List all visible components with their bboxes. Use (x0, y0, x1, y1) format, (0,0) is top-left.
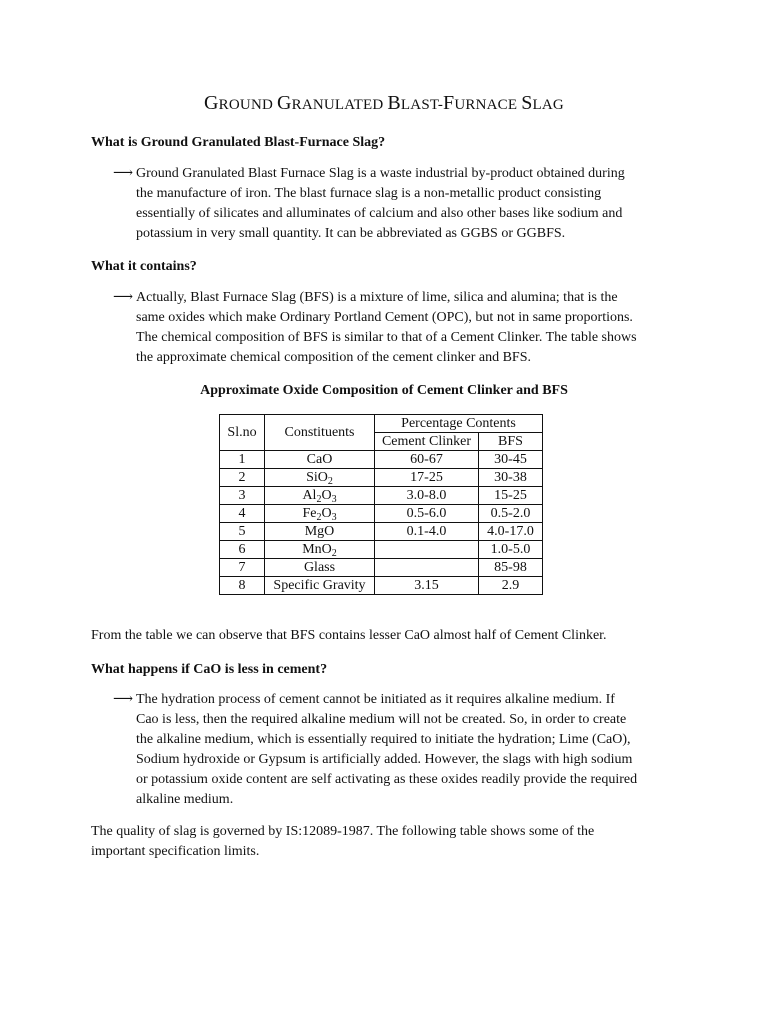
header-bfs: BFS (479, 433, 543, 451)
title-part: LAST- (400, 97, 444, 113)
header-slno: Sl.no (220, 415, 265, 451)
arrow-icon: ⟶ (113, 166, 134, 181)
section-heading-contains: What it contains? (91, 259, 197, 274)
text-line: the approximate chemical composition of the cement clinker and BFS. (136, 350, 532, 365)
cell-clinker: 60-67 (375, 451, 479, 469)
cell-bfs: 30-45 (479, 451, 543, 469)
table-header-row (220, 415, 543, 433)
header-percentage: Percentage Contents (375, 415, 543, 433)
closing-paragraph (91, 822, 691, 862)
text-line: same oxides which make Ordinary Portland Cement (OPC), but not in same proportions. (136, 310, 633, 325)
cell-constituent: MgO (265, 523, 375, 541)
table-row (220, 487, 543, 505)
cell-constituent: CaO (265, 451, 375, 469)
cell-slno: 5 (220, 523, 265, 541)
text-line: Sodium hydroxide or Gypsum is artificially added. However, the slags with high sodium (136, 752, 633, 767)
arrow-icon: ⟶ (113, 290, 134, 305)
text-line: important specification limits. (91, 844, 260, 859)
bullet-paragraph-contains (113, 288, 693, 368)
section-heading-what-is: What is Ground Granulated Blast-Furnace Slag? (91, 135, 386, 150)
table-row (220, 505, 543, 523)
bullet-paragraph-hydration (113, 690, 693, 810)
header-clinker: Cement Clinker (375, 433, 479, 451)
text-line: alkaline medium. (136, 792, 234, 807)
cell-slno: 3 (220, 487, 265, 505)
cell-constituent: $Al_2O_3$ (265, 487, 375, 505)
cell-constituent: SiO$_2$ (265, 469, 375, 487)
cell-clinker: 0.5-6.0 (375, 505, 479, 523)
cell-clinker: 17-25 (375, 469, 479, 487)
composition-table (219, 414, 543, 595)
section-heading-cao-less: What happens if CaO is less in cement? (91, 662, 328, 677)
text-line: or potassium oxide content are self activating as these oxides readily provide the required (136, 772, 638, 787)
cell-clinker (375, 559, 479, 577)
cell-slno: 6 (220, 541, 265, 559)
cell-bfs: 30-38 (479, 469, 543, 487)
cell-slno: 8 (220, 577, 265, 595)
title-part: B (387, 92, 401, 114)
table-row (220, 559, 543, 577)
text-line: The hydration process of cement cannot be initiated as it requires alkaline medium. If (136, 692, 615, 707)
cell-bfs: 15-25 (479, 487, 543, 505)
title-part: URNACE (454, 97, 522, 113)
cell-clinker (375, 541, 479, 559)
cell-slno: 4 (220, 505, 265, 523)
text-line: essentially of silicates and alluminates of calcium and also other bases like sodium and (136, 206, 623, 221)
cell-bfs: 1.0-5.0 (479, 541, 543, 559)
cell-bfs: 0.5-2.0 (479, 505, 543, 523)
table-caption: Approximate Oxide Composition of Cement Clinker and BFS (200, 383, 568, 398)
text-line: From the table we can observe that BFS contains lesser CaO almost half of Cement Clinker. (91, 628, 607, 643)
cell-bfs: 2.9 (479, 577, 543, 595)
page-title (0, 90, 768, 118)
cell-constituent: Specific Gravity (265, 577, 375, 595)
table-row (220, 541, 543, 559)
cell-slno: 7 (220, 559, 265, 577)
table-row (220, 523, 543, 541)
cell-slno: 2 (220, 469, 265, 487)
text-line: Actually, Blast Furnace Slag (BFS) is a mixture of lime, silica and alumina; that is the (136, 290, 618, 305)
text-line: Ground Granulated Blast Furnace Slag is a waste industrial by-product obtained during (136, 166, 625, 181)
table-row (220, 451, 543, 469)
text-line: the alkaline medium, which is essentially required to initiate the hydration; Lime (CaO), (136, 732, 631, 747)
text-line: The quality of slag is governed by IS:12089-1987. The following table shows some of the (91, 824, 595, 839)
title-part: G (276, 92, 292, 114)
cell-clinker: 3.15 (375, 577, 479, 595)
text-line: the manufacture of iron. The blast furnace slag is a non-metallic product consisting (136, 186, 602, 201)
title-part: S (521, 92, 533, 114)
text-line: Cao is less, then the required alkaline medium will not be created. So, in order to create (136, 712, 627, 727)
title-part: ROUND (218, 97, 277, 113)
text-line: The chemical composition of BFS is similar to that of a Cement Clinker. The table shows (136, 330, 637, 345)
cell-bfs: 4.0-17.0 (479, 523, 543, 541)
arrow-icon: ⟶ (113, 692, 134, 707)
title-part: G (204, 92, 219, 114)
title-part: LAG (532, 97, 564, 113)
cell-slno: 1 (220, 451, 265, 469)
title-part: RANULATED (291, 97, 388, 113)
text-line: potassium in very small quantity. It can be abbreviated as GGBS or GGBFS. (136, 226, 566, 241)
cell-constituent: $Fe_2O_3$ (265, 505, 375, 523)
title-part: F (443, 92, 455, 114)
observation-paragraph (91, 626, 691, 646)
header-constituents: Constituents (265, 415, 375, 451)
bullet-paragraph-definition (113, 164, 693, 244)
table-row (220, 469, 543, 487)
cell-clinker: 0.1-4.0 (375, 523, 479, 541)
cell-bfs: 85-98 (479, 559, 543, 577)
cell-clinker: 3.0-8.0 (375, 487, 479, 505)
cell-constituent: Glass (265, 559, 375, 577)
table-row (220, 577, 543, 595)
cell-constituent: MnO$_2$ (265, 541, 375, 559)
